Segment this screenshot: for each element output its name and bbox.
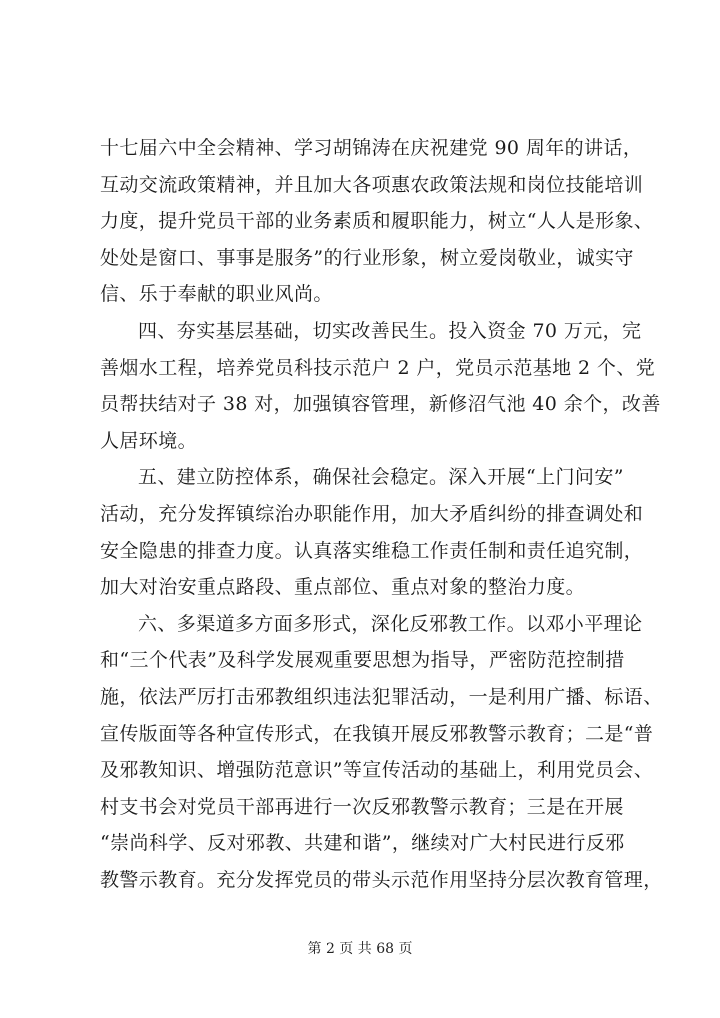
page-number-footer: 第 2 页 共 68 页 — [307, 941, 413, 957]
text-line: 活动，充分发挥镇综治办职能作用，加大矛盾纠纷的排查调处和 — [100, 502, 644, 525]
text-line: 互动交流政策精神，并且加大各项惠农政策法规和岗位技能培训 — [100, 173, 644, 196]
body-text — [100, 130, 663, 898]
text-line: “崇尚科学、反对邪教、共建和谐”，继续对广大村民进行反邪 — [100, 832, 625, 855]
text-line: 处处是窗口、事事是服务”的行业形象，树立爱岗敬业，诚实守 — [100, 246, 634, 269]
text-line: 善烟水工程，培养党员科技示范户 2 户，党员示范基地 2 个、党 — [100, 356, 656, 379]
text-line: 教警示教育。充分发挥党员的带头示范作用坚持分层次教育管理， — [100, 868, 663, 891]
text-line: 十七届六中全会精神、学习胡锦涛在庆祝建党 90 周年的讲话， — [100, 137, 643, 159]
text-line: 及邪教知识、增强防范意识”等宣传活动的基础上，利用党员会、 — [100, 759, 654, 782]
paragraph-start-line: 六、多渠道多方面多形式，深化反邪教工作。以邓小平理论 — [138, 612, 643, 635]
text-line: 加大对治安重点路段、重点部位、重点对象的整治力度。 — [100, 576, 586, 599]
text-line: 村支书会对党员干部再进行一次反邪教警示教育；三是在开展 — [100, 795, 624, 818]
text-line: 员帮扶结对子 38 对，加强镇容管理，新修沼气池 40 余个，改善 — [100, 393, 661, 416]
text-line: 安全隐患的排查力度。认真落实维稳工作责任制和责任追究制， — [100, 539, 644, 562]
text-line: 宣传版面等各种宣传形式，在我镇开展反邪教警示教育；二是“普 — [100, 722, 654, 745]
text-line: 信、乐于奉献的职业风尚。 — [100, 283, 333, 306]
text-line: 和“三个代表”及科学发展观重要思想为指导，严密防范控制措 — [100, 649, 625, 672]
paragraph-start-line: 五、建立防控体系，确保社会稳定。深入开展“上门问安” — [138, 466, 624, 489]
text-line: 人居环境。 — [100, 429, 198, 452]
paragraph-start-line: 四、夯实基层基础，切实改善民生。投入资金 70 万元，完 — [138, 319, 642, 342]
text-line: 施，依法严厉打击邪教组织违法犯罪活动，一是利用广播、标语、 — [100, 685, 663, 708]
text-line: 力度，提升党员干部的业务素质和履职能力，树立“人人是形象、 — [100, 210, 654, 233]
